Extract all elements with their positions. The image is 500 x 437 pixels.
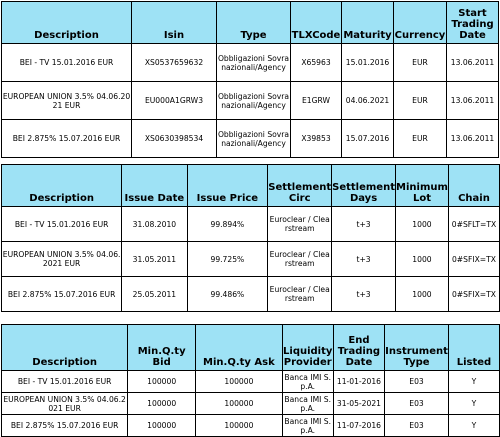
- header-type: Type: [217, 2, 291, 44]
- cell-min-qty-bid: 100000: [128, 415, 196, 437]
- cell-tlxcode: X39853: [291, 120, 342, 158]
- header-currency: Currency: [394, 2, 447, 44]
- header-issue-price: Issue Price: [187, 165, 268, 207]
- cell-minimum-lot: 1000: [395, 207, 448, 242]
- cell-tlxcode: E1GRW: [291, 82, 342, 120]
- cell-min-qty-bid: 100000: [128, 393, 196, 415]
- cell-description: BEI - TV 15.01.2016 EUR: [2, 44, 132, 82]
- table-row: [2, 393, 500, 415]
- cell-description: EUROPEAN UNION 3.5% 04.06.2021 EUR: [2, 82, 132, 120]
- cell-liquidity-provider: Banca IMI S.p.A.: [282, 371, 333, 393]
- table-row: [2, 82, 499, 120]
- cell-listed: Y: [448, 393, 499, 415]
- bond-trading-table: [1, 324, 500, 437]
- cell-settlement-circ: Euroclear / Clearstream: [268, 207, 332, 242]
- header-start-trading-date: Start Trading Date: [447, 2, 499, 44]
- header-chain: Chain: [448, 165, 499, 207]
- cell-issue-price: 99.486%: [187, 277, 268, 312]
- cell-min-qty-ask: 100000: [196, 415, 283, 437]
- header-settlement-circ: Settlement Circ: [268, 165, 332, 207]
- cell-settlement-days: t+3: [332, 207, 396, 242]
- cell-description: BEI 2.875% 15.07.2016 EUR: [2, 120, 132, 158]
- cell-liquidity-provider: Banca IMI S.p.A.: [282, 415, 333, 437]
- header-end-trading-date: End Trading Date: [333, 325, 384, 371]
- cell-instrument-type: E03: [385, 371, 449, 393]
- cell-start-trading-date: 13.06.2011: [447, 44, 499, 82]
- cell-settlement-circ: Euroclear / Clearstream: [268, 277, 332, 312]
- header-maturity: Maturity: [342, 2, 394, 44]
- cell-settlement-circ: Euroclear / Clearstream: [268, 242, 332, 277]
- header-listed: Listed: [448, 325, 499, 371]
- cell-type: Obbligazioni Sovranazionali/Agency: [217, 44, 291, 82]
- cell-settlement-days: t+3: [332, 242, 396, 277]
- cell-minimum-lot: 1000: [395, 277, 448, 312]
- cell-maturity: 15.01.2016: [342, 44, 394, 82]
- header-tlxcode: TLXCode: [291, 2, 342, 44]
- cell-min-qty-ask: 100000: [196, 393, 283, 415]
- bond-info-table: [1, 1, 499, 158]
- cell-chain: 0#SFLT=TX: [448, 207, 499, 242]
- cell-description: EUROPEAN UNION 3.5% 04.06.2021 EUR: [3, 394, 126, 413]
- cell-description: BEI - TV 15.01.2016 EUR: [2, 371, 128, 393]
- header-liquidity-provider: Liquidity Provider: [282, 325, 333, 371]
- cell-currency: EUR: [394, 82, 447, 120]
- cell-liquidity-provider: Banca IMI S.p.A.: [282, 393, 333, 415]
- cell-issue-price: 99.725%: [187, 242, 268, 277]
- cell-instrument-type: E03: [385, 393, 449, 415]
- header-issue-date: Issue Date: [122, 165, 187, 207]
- cell-isin: XS0537659632: [132, 44, 217, 82]
- cell-type: Obbligazioni Sovranazionali/Agency: [217, 120, 291, 158]
- header-min-qty-bid: Min.Q.ty Bid: [128, 325, 196, 371]
- cell-currency: EUR: [394, 44, 447, 82]
- cell-listed: Y: [448, 371, 499, 393]
- table-row: [2, 120, 499, 158]
- header-description: Description: [2, 2, 132, 44]
- cell-chain: 0#SFIX=TX: [448, 277, 499, 312]
- cell-currency: EUR: [394, 120, 447, 158]
- bond-issue-table: [1, 164, 500, 312]
- cell-isin: EU000A1GRW3: [132, 82, 217, 120]
- cell-issue-date: 31.08.2010: [122, 207, 187, 242]
- cell-end-trading-date: 11-07-2016: [333, 415, 384, 437]
- cell-tlxcode: X65963: [291, 44, 342, 82]
- cell-start-trading-date: 13.06.2011: [447, 82, 499, 120]
- cell-description: EUROPEAN UNION 3.5% 04.06.2021 EUR: [2, 242, 122, 277]
- table-row: [2, 242, 500, 277]
- cell-start-trading-date: 13.06.2011: [447, 120, 499, 158]
- table-row: [2, 277, 500, 312]
- cell-end-trading-date: 31-05-2021: [333, 393, 384, 415]
- cell-min-qty-bid: 100000: [128, 371, 196, 393]
- cell-chain: 0#SFIX=TX: [448, 242, 499, 277]
- table-row: [2, 207, 500, 242]
- cell-min-qty-ask: 100000: [196, 371, 283, 393]
- cell-issue-date: 25.05.2011: [122, 277, 187, 312]
- cell-type: Obbligazioni Sovranazionali/Agency: [217, 82, 291, 120]
- header-description: Description: [2, 165, 122, 207]
- cell-maturity: 04.06.2021: [342, 82, 394, 120]
- header-isin: Isin: [132, 2, 217, 44]
- cell-maturity: 15.07.2016: [342, 120, 394, 158]
- cell-description: BEI 2.875% 15.07.2016 EUR: [2, 277, 122, 312]
- table-row: [2, 371, 500, 393]
- table-row: [2, 44, 499, 82]
- cell-description: BEI 2.875% 15.07.2016 EUR: [2, 415, 128, 437]
- cell-end-trading-date: 11-01-2016: [333, 371, 384, 393]
- header-description: Description: [2, 325, 128, 371]
- cell-issue-price: 99.894%: [187, 207, 268, 242]
- header-minimum-lot: Minimum Lot: [395, 165, 448, 207]
- cell-issue-date: 31.05.2011: [122, 242, 187, 277]
- table-row: [2, 415, 500, 437]
- cell-listed: Y: [448, 415, 499, 437]
- cell-isin: XS0630398534: [132, 120, 217, 158]
- header-instrument-type: Instrument Type: [385, 325, 449, 371]
- cell-minimum-lot: 1000: [395, 242, 448, 277]
- cell-settlement-days: t+3: [332, 277, 396, 312]
- cell-instrument-type: E03: [385, 415, 449, 437]
- header-min-qty-ask: Min.Q.ty Ask: [196, 325, 283, 371]
- header-settlement-days: Settlement Days: [332, 165, 396, 207]
- cell-description: BEI - TV 15.01.2016 EUR: [2, 207, 122, 242]
